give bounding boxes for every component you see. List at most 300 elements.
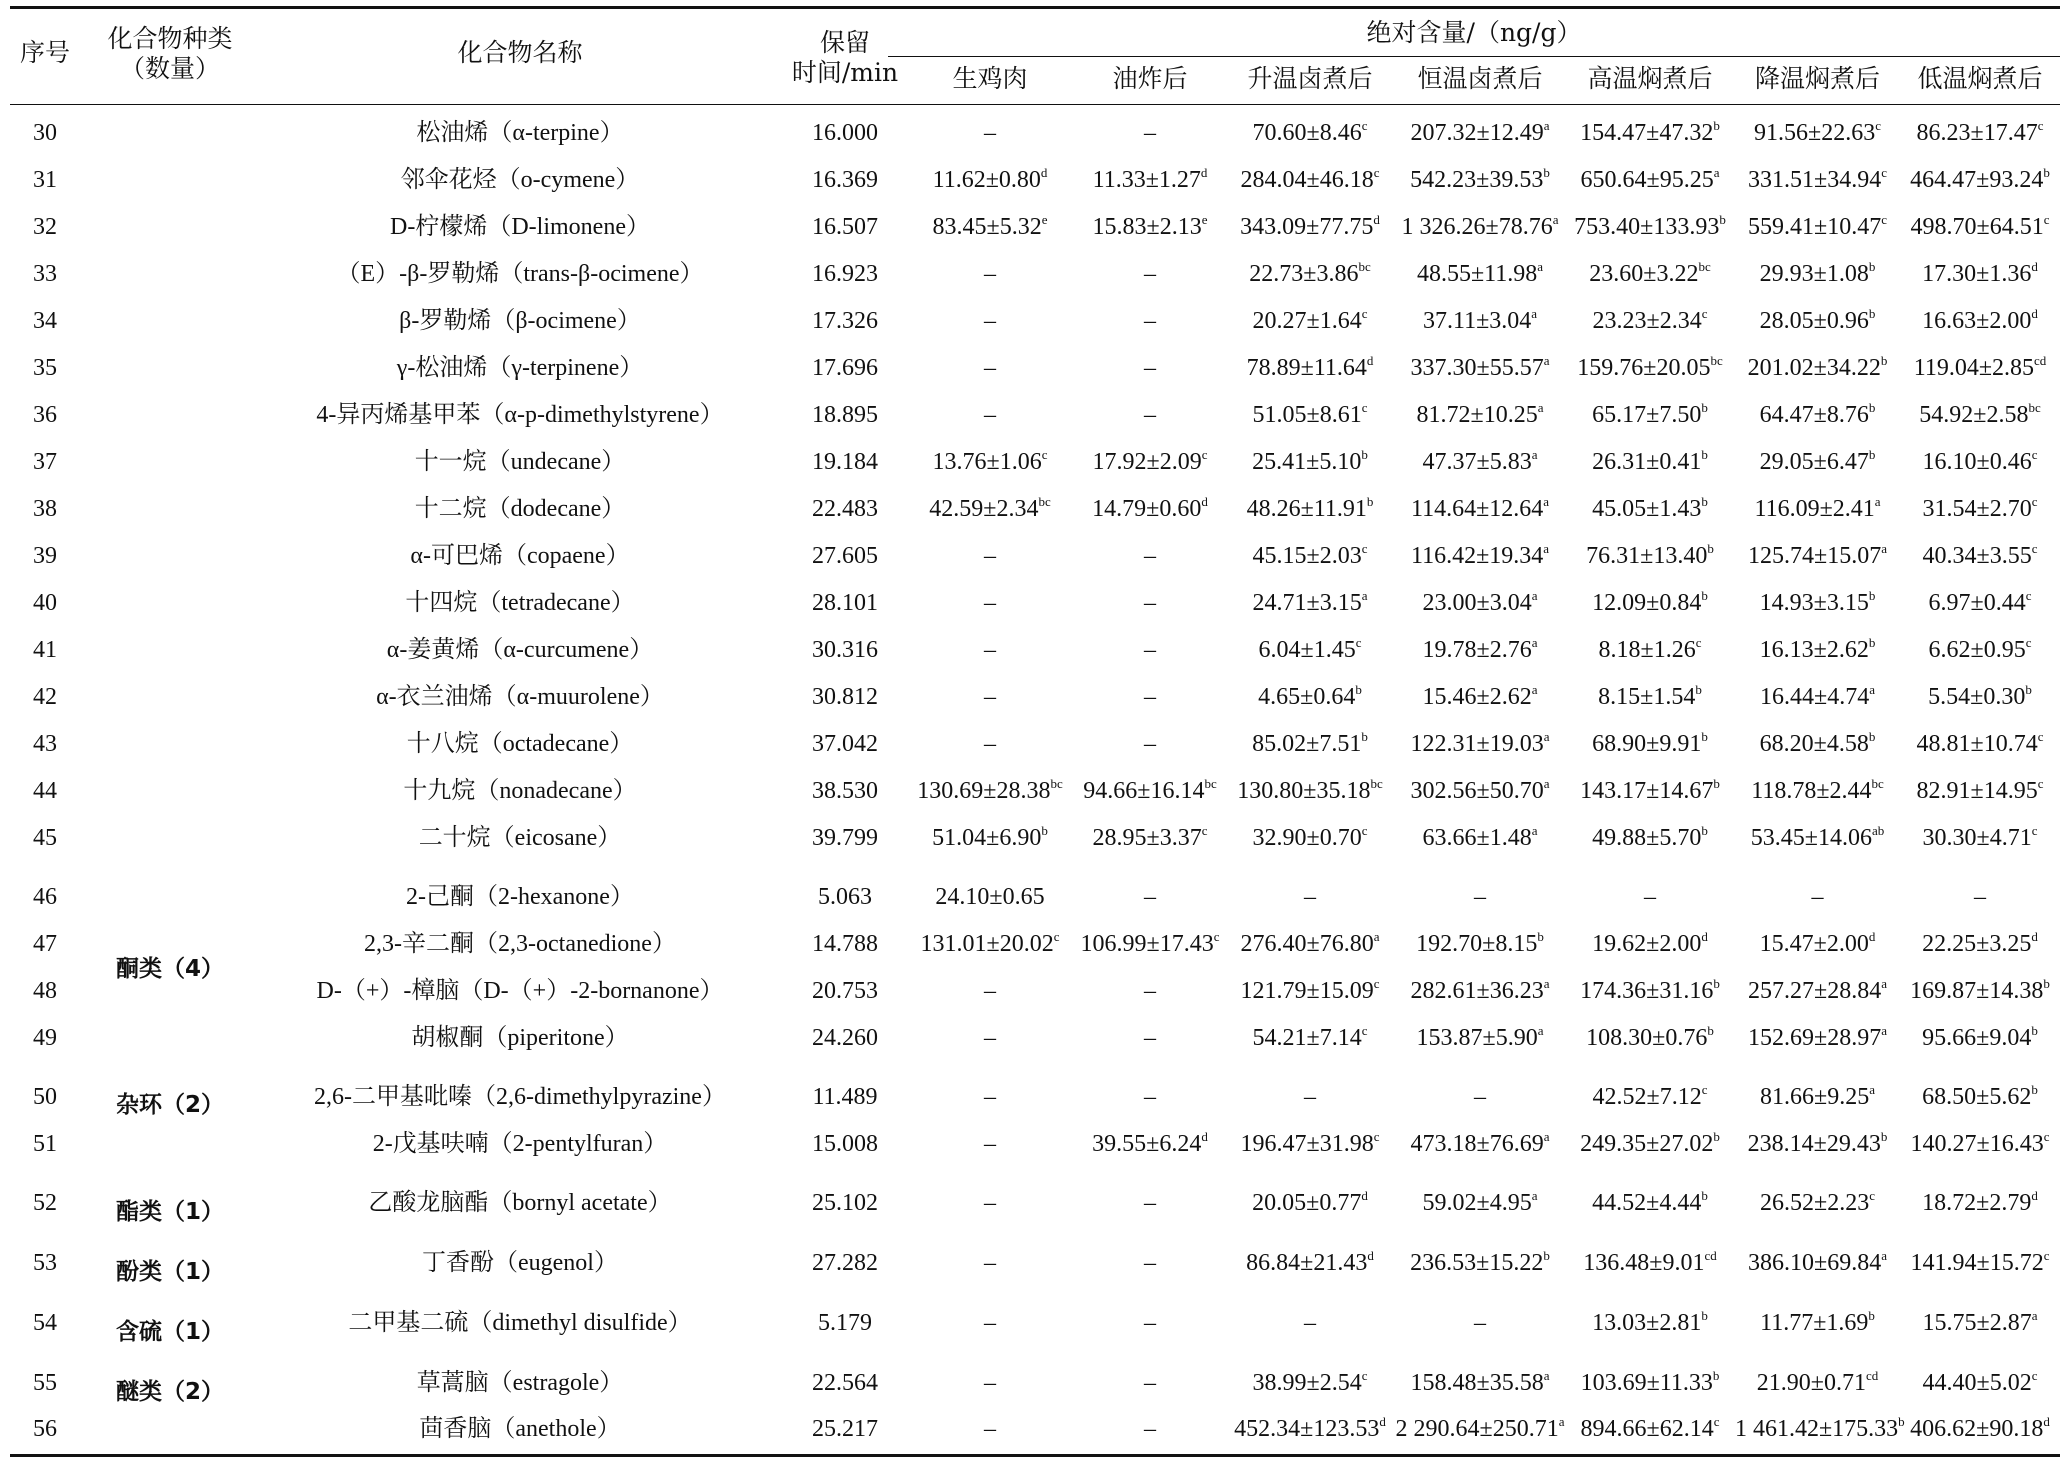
value-fried: – (1144, 402, 1156, 428)
retention-time: 17.326 (812, 308, 878, 334)
value-constant-braise: 192.70±8.15$^b$ (1416, 929, 1544, 957)
retention-time: 11.489 (812, 1084, 878, 1110)
value-cooling-stew: 11.77±1.69$^b$ (1760, 1308, 1875, 1336)
value-constant-braise: 473.18±76.69$^a$ (1410, 1129, 1550, 1157)
header-col-heating-braise: 升温卤煮后 (1247, 64, 1373, 93)
value-high-stew: 44.52±4.44$^b$ (1592, 1188, 1708, 1216)
value-constant-braise: 15.46±2.62$^a$ (1422, 682, 1538, 710)
value-fried: – (1144, 1025, 1156, 1051)
value-fried: 28.95±3.37$^c$ (1092, 823, 1208, 851)
value-fried: – (1144, 543, 1156, 569)
value-high-stew: 154.47±47.32$^b$ (1580, 118, 1720, 146)
value-raw: 13.76±1.06$^c$ (932, 447, 1048, 475)
value-cooling-stew: 26.52±2.23$^c$ (1760, 1188, 1875, 1216)
value-heating-braise: 22.73±3.86$^{bc}$ (1249, 259, 1371, 287)
retention-time: 17.696 (812, 355, 878, 381)
value-constant-braise: 1 326.26±78.76$^a$ (1401, 212, 1559, 240)
value-heating-braise: 48.26±11.91$^b$ (1246, 494, 1374, 522)
value-raw: 51.04±6.90$^b$ (932, 823, 1048, 851)
value-fried: – (1144, 1250, 1156, 1276)
value-heating-braise: 38.99±2.54$^c$ (1252, 1368, 1368, 1396)
retention-time: 28.101 (812, 590, 878, 616)
compound-name: 松油烯（α-terpine） (416, 120, 624, 146)
value-constant-braise: 2 290.64±250.71$^a$ (1395, 1414, 1565, 1442)
value-cooling-stew: 29.93±1.08$^b$ (1759, 259, 1876, 287)
retention-time: 16.923 (812, 261, 878, 287)
value-high-stew: 45.05±1.43$^b$ (1592, 494, 1708, 522)
table-row (10, 921, 2060, 968)
value-constant-braise: 302.56±50.70$^a$ (1410, 776, 1550, 804)
value-cooling-stew: 81.66±9.25$^a$ (1760, 1082, 1875, 1110)
value-raw: 130.69±28.38$^{bc}$ (917, 776, 1063, 804)
table-row (10, 674, 2060, 721)
value-constant-braise: 114.64±12.64$^a$ (1410, 494, 1550, 522)
value-heating-braise: – (1304, 884, 1316, 910)
row-number: 35 (33, 355, 57, 381)
value-raw: – (984, 308, 996, 334)
value-fried: – (1144, 731, 1156, 757)
value-heating-braise: 51.05±8.61$^c$ (1252, 400, 1368, 428)
value-cooling-stew: 91.56±22.63$^c$ (1754, 118, 1881, 146)
value-cooling-stew: 16.13±2.62$^b$ (1759, 635, 1876, 663)
table-row (10, 721, 2060, 768)
category-ethers: 醚类（2） (115, 1379, 224, 1405)
value-raw: – (984, 355, 996, 381)
value-high-stew: 174.36±31.16$^b$ (1580, 976, 1720, 1004)
compound-name: β-罗勒烯（β-ocimene） (399, 308, 641, 334)
retention-time: 18.895 (812, 402, 878, 428)
table-row (10, 874, 2060, 921)
value-heating-braise: 78.89±11.64$^d$ (1246, 353, 1374, 381)
compound-name: 草蒿脑（estragole） (416, 1370, 624, 1396)
retention-time: 27.282 (812, 1250, 878, 1276)
category-esters: 酯类（1） (115, 1199, 224, 1225)
compound-name: 2,3-辛二酮（2,3-octanedione） (364, 931, 676, 957)
row-number: 36 (33, 402, 57, 428)
value-low-stew: 6.97±0.44$^c$ (1928, 588, 2032, 616)
header-col-cooling-stew: 降温焖煮后 (1754, 64, 1880, 93)
value-high-stew: 68.90±9.91$^b$ (1592, 729, 1708, 757)
value-constant-braise: 37.11±3.04$^a$ (1422, 306, 1538, 334)
table-row (10, 392, 2060, 439)
value-high-stew: 42.52±7.12$^c$ (1592, 1082, 1708, 1110)
value-fried: – (1144, 637, 1156, 663)
compound-name: 邻伞花烃（o-cymene） (400, 167, 640, 193)
value-constant-braise: 59.02±4.95$^a$ (1422, 1188, 1538, 1216)
value-raw: – (984, 1416, 996, 1442)
compound-name: 胡椒酮（piperitone） (411, 1025, 629, 1051)
value-cooling-stew: 29.05±6.47$^b$ (1759, 447, 1876, 475)
value-fried: 11.33±1.27$^d$ (1092, 165, 1208, 193)
row-number: 52 (33, 1190, 57, 1216)
table-row (10, 1074, 2060, 1121)
value-low-stew: 17.30±1.36$^d$ (1922, 259, 2038, 287)
row-number: 45 (33, 825, 57, 851)
value-raw: 42.59±2.34$^{bc}$ (929, 494, 1051, 522)
value-cooling-stew: 559.41±10.47$^c$ (1748, 212, 1887, 240)
table-row (10, 815, 2060, 862)
value-heating-braise: 284.04±46.18$^c$ (1240, 165, 1380, 193)
value-constant-braise: 153.87±5.90$^a$ (1416, 1023, 1544, 1051)
compound-name: 十四烷（tetradecane） (405, 590, 635, 616)
compound-name: 十二烷（dodecane） (414, 496, 626, 522)
row-number: 47 (33, 931, 57, 957)
value-heating-braise: 130.80±35.18$^{bc}$ (1237, 776, 1383, 804)
retention-time: 19.184 (812, 449, 878, 475)
value-raw: – (984, 1131, 996, 1157)
category-heterocycles: 杂环（2） (115, 1092, 224, 1118)
value-cooling-stew: 118.78±2.44$^{bc}$ (1751, 776, 1884, 804)
retention-time: 22.483 (812, 496, 878, 522)
value-constant-braise: 207.32±12.49$^a$ (1410, 118, 1550, 146)
value-low-stew: 169.87±14.38$^b$ (1910, 976, 2050, 1004)
table-row (10, 627, 2060, 674)
value-low-stew: 68.50±5.62$^b$ (1922, 1082, 2038, 1110)
value-raw: – (984, 684, 996, 710)
value-heating-braise: 24.71±3.15$^a$ (1252, 588, 1368, 616)
row-number: 39 (33, 543, 57, 569)
value-raw: – (984, 1250, 996, 1276)
table-row (10, 768, 2060, 815)
value-fried: – (1144, 1310, 1156, 1336)
value-raw: – (984, 637, 996, 663)
value-high-stew: – (1644, 884, 1656, 910)
value-heating-braise: – (1304, 1084, 1316, 1110)
table-top-rule (10, 6, 2060, 9)
value-fried: 94.66±16.14$^{bc}$ (1083, 776, 1217, 804)
table-row (10, 1240, 2060, 1287)
value-heating-braise: 45.15±2.03$^c$ (1252, 541, 1368, 569)
value-heating-braise: 32.90±0.70$^c$ (1252, 823, 1368, 851)
value-high-stew: 13.03±2.81$^b$ (1592, 1308, 1708, 1336)
row-number: 50 (33, 1084, 57, 1110)
value-cooling-stew: 116.09±2.41$^a$ (1754, 494, 1881, 522)
value-low-stew: – (1974, 884, 1986, 910)
table-row (10, 439, 2060, 486)
value-heating-braise: 86.84±21.43$^d$ (1246, 1248, 1374, 1276)
value-raw: – (984, 1190, 996, 1216)
category-ketones: 酮类（4） (115, 956, 224, 982)
value-low-stew: 82.91±14.95$^c$ (1916, 776, 2044, 804)
value-high-stew: 76.31±13.40$^b$ (1586, 541, 1714, 569)
value-heating-braise: 452.34±123.53$^d$ (1234, 1414, 1386, 1442)
value-raw: – (984, 978, 996, 1004)
header-col-high-stew: 高温焖煮后 (1587, 64, 1713, 93)
value-raw: – (984, 402, 996, 428)
value-low-stew: 141.94±15.72$^c$ (1910, 1248, 2050, 1276)
value-constant-braise: 81.72±10.25$^a$ (1416, 400, 1544, 428)
retention-time: 25.217 (812, 1416, 878, 1442)
value-raw: 83.45±5.32$^e$ (932, 212, 1048, 240)
table-row (10, 533, 2060, 580)
value-low-stew: 5.54±0.30$^b$ (1928, 682, 2032, 710)
value-constant-braise: 19.78±2.76$^a$ (1422, 635, 1538, 663)
row-number: 46 (33, 884, 57, 910)
header-category-line2: （数量） (119, 54, 220, 83)
table-row (10, 157, 2060, 204)
value-cooling-stew: 386.10±69.84$^a$ (1748, 1248, 1887, 1276)
retention-time: 30.812 (812, 684, 878, 710)
compound-name: 二十烷（eicosane） (418, 825, 622, 851)
row-number: 56 (33, 1416, 57, 1442)
value-low-stew: 140.27±16.43$^c$ (1910, 1129, 2050, 1157)
retention-time: 30.316 (812, 637, 878, 663)
value-cooling-stew: 28.05±0.96$^b$ (1759, 306, 1876, 334)
compound-name: 茴香脑（anethole） (419, 1416, 621, 1442)
value-high-stew: 136.48±9.01$^{cd}$ (1583, 1248, 1717, 1276)
value-heating-braise: 343.09±77.75$^d$ (1240, 212, 1380, 240)
retention-time: 27.605 (812, 543, 878, 569)
value-heating-braise: 54.21±7.14$^c$ (1252, 1023, 1368, 1051)
table-row (10, 251, 2060, 298)
value-fried: – (1144, 978, 1156, 1004)
value-fried: – (1144, 1370, 1156, 1396)
row-number: 34 (33, 308, 57, 334)
value-high-stew: 108.30±0.76$^b$ (1586, 1023, 1714, 1051)
category-sulfur: 含硫（1） (115, 1319, 224, 1345)
table-row (10, 1121, 2060, 1168)
table-row (10, 580, 2060, 627)
row-number: 44 (33, 778, 57, 804)
value-cooling-stew: 15.47±2.00$^d$ (1759, 929, 1876, 957)
value-high-stew: 249.35±27.02$^b$ (1580, 1129, 1720, 1157)
value-low-stew: 31.54±2.70$^c$ (1922, 494, 2038, 522)
retention-time: 39.799 (812, 825, 878, 851)
value-fried: 39.55±6.24$^d$ (1092, 1129, 1208, 1157)
value-fried: – (1144, 308, 1156, 334)
value-raw: – (984, 590, 996, 616)
retention-time: 15.008 (812, 1131, 878, 1157)
value-cooling-stew: 238.14±29.43$^b$ (1747, 1129, 1888, 1157)
value-constant-braise: 282.61±36.23$^a$ (1410, 976, 1550, 1004)
value-cooling-stew: 68.20±4.58$^b$ (1759, 729, 1876, 757)
header-col-raw: 生鸡肉 (952, 64, 1028, 93)
value-cooling-stew: 16.44±4.74$^a$ (1760, 682, 1875, 710)
value-high-stew: 65.17±7.50$^b$ (1592, 400, 1708, 428)
value-heating-braise: 20.05±0.77$^d$ (1252, 1188, 1368, 1216)
row-number: 43 (33, 731, 57, 757)
value-fried: 17.92±2.09$^c$ (1092, 447, 1208, 475)
value-heating-braise: 20.27±1.64$^c$ (1252, 306, 1368, 334)
category-phenols: 酚类（1） (115, 1259, 224, 1285)
value-high-stew: 650.64±95.25$^a$ (1580, 165, 1720, 193)
compound-name: 2-己酮（2-hexanone） (406, 884, 634, 910)
value-cooling-stew: 14.93±3.15$^b$ (1759, 588, 1876, 616)
value-constant-braise: 63.66±1.48$^a$ (1422, 823, 1538, 851)
compound-name: 乙酸龙脑酯（bornyl acetate） (368, 1190, 672, 1216)
retention-time: 22.564 (812, 1370, 878, 1396)
table-row (10, 345, 2060, 392)
value-heating-braise: 121.79±15.09$^c$ (1240, 976, 1380, 1004)
row-number: 41 (33, 637, 57, 663)
retention-time: 14.788 (812, 931, 878, 957)
retention-time: 37.042 (812, 731, 878, 757)
value-cooling-stew: 21.90±0.71$^{cd}$ (1756, 1368, 1879, 1396)
value-low-stew: 498.70±64.51$^c$ (1910, 212, 2050, 240)
value-constant-braise: 337.30±55.57$^a$ (1410, 353, 1550, 381)
header-col-constant-braise: 恒温卤煮后 (1417, 64, 1543, 93)
table-row (10, 1180, 2060, 1227)
value-high-stew: 143.17±14.67$^b$ (1580, 776, 1720, 804)
retention-time: 5.063 (818, 884, 872, 910)
row-number: 37 (33, 449, 57, 475)
row-number: 49 (33, 1025, 57, 1051)
value-raw: 131.01±20.02$^c$ (920, 929, 1060, 957)
header-category-line1: 化合物种类 (107, 24, 233, 53)
row-number: 55 (33, 1370, 57, 1396)
table-row (10, 1300, 2060, 1347)
value-raw: – (984, 120, 996, 146)
value-high-stew: 23.60±3.22$^{bc}$ (1589, 259, 1711, 287)
value-constant-braise: – (1474, 884, 1486, 910)
value-low-stew: 119.04±2.85$^{cd}$ (1913, 353, 2047, 381)
retention-time: 20.753 (812, 978, 878, 1004)
value-fried: – (1144, 684, 1156, 710)
row-number: 32 (33, 214, 57, 240)
table-row (10, 298, 2060, 345)
table-row (10, 1406, 2060, 1453)
value-heating-braise: 276.40±76.80$^a$ (1240, 929, 1380, 957)
value-high-stew: 26.31±0.41$^b$ (1592, 447, 1708, 475)
value-low-stew: 95.66±9.04$^b$ (1922, 1023, 2038, 1051)
value-low-stew: 48.81±10.74$^c$ (1916, 729, 2044, 757)
compound-name: 2-戊基呋喃（2-pentylfuran） (372, 1131, 668, 1157)
row-number: 42 (33, 684, 57, 710)
header-rt-line1: 保留 (819, 28, 870, 57)
compound-name: α-姜黄烯（α-curcumene） (386, 637, 654, 663)
value-cooling-stew: 152.69±28.97$^a$ (1748, 1023, 1887, 1051)
value-constant-braise: 23.00±3.04$^a$ (1422, 588, 1538, 616)
table-row (10, 110, 2060, 157)
row-number: 48 (33, 978, 57, 1004)
value-low-stew: 15.75±2.87$^a$ (1922, 1308, 2038, 1336)
value-raw: – (984, 1084, 996, 1110)
value-raw: – (984, 731, 996, 757)
compound-name: 4-异丙烯基甲苯（α-p-dimethylstyrene） (316, 402, 724, 428)
value-cooling-stew: – (1811, 884, 1824, 910)
value-raw: – (984, 543, 996, 569)
value-raw: – (984, 1310, 996, 1336)
value-fried: 106.99±17.43$^c$ (1080, 929, 1220, 957)
value-constant-braise: 122.31±19.03$^a$ (1410, 729, 1550, 757)
value-heating-braise: 70.60±8.46$^c$ (1252, 118, 1368, 146)
value-high-stew: 19.62±2.00$^d$ (1592, 929, 1708, 957)
retention-time: 5.179 (818, 1310, 872, 1336)
compound-name: D-（+）-樟脑（D-（+）-2-bornanone） (316, 978, 724, 1004)
value-heating-braise: 85.02±7.51$^b$ (1252, 729, 1368, 757)
value-low-stew: 86.23±17.47$^c$ (1916, 118, 2044, 146)
table-row (10, 1360, 2060, 1407)
header-absolute-content: 绝对含量/（ng/g） (1366, 18, 1582, 47)
value-low-stew: 6.62±0.95$^c$ (1928, 635, 2032, 663)
value-cooling-stew: 53.45±14.06$^{ab}$ (1750, 823, 1885, 851)
value-low-stew: 406.62±90.18$^d$ (1910, 1414, 2050, 1442)
header-sub-rule (888, 56, 2060, 57)
header-col-low-stew: 低温焖煮后 (1917, 64, 2043, 93)
compound-name: 十一烷（undecane） (414, 449, 626, 475)
row-number: 54 (33, 1310, 57, 1336)
value-high-stew: 103.69±11.33$^b$ (1580, 1368, 1720, 1396)
compound-name: （E）-β-罗勒烯（trans-β-ocimene） (336, 261, 704, 287)
value-raw: 11.62±0.80$^d$ (932, 165, 1048, 193)
table-row (10, 1015, 2060, 1062)
value-fried: – (1144, 1416, 1156, 1442)
value-raw: – (984, 1370, 996, 1396)
value-constant-braise: – (1474, 1310, 1486, 1336)
header-bottom-rule (10, 104, 2060, 105)
value-fried: – (1144, 355, 1156, 381)
retention-time: 16.369 (812, 167, 878, 193)
value-low-stew: 22.25±3.25$^d$ (1922, 929, 2038, 957)
row-number: 53 (33, 1250, 57, 1276)
value-raw: 24.10±0.65 (935, 884, 1045, 910)
header-name: 化合物名称 (457, 38, 583, 67)
value-cooling-stew: 257.27±28.84$^a$ (1748, 976, 1887, 1004)
value-low-stew: 54.92±2.58$^{bc}$ (1919, 400, 2041, 428)
compound-name: α-可巴烯（copaene） (410, 543, 630, 569)
value-cooling-stew: 1 461.42±175.33$^b$ (1735, 1414, 1905, 1442)
retention-time: 24.260 (812, 1025, 878, 1051)
value-high-stew: 23.23±2.34$^c$ (1592, 306, 1708, 334)
table-row (10, 204, 2060, 251)
header-col-fried: 油炸后 (1112, 64, 1188, 93)
compound-name: 十九烷（nonadecane） (403, 778, 637, 804)
value-heating-braise: 6.04±1.45$^c$ (1258, 635, 1362, 663)
value-cooling-stew: 64.47±8.76$^b$ (1759, 400, 1876, 428)
value-heating-braise: 25.41±5.10$^b$ (1252, 447, 1368, 475)
compound-name: α-衣兰油烯（α-muurolene） (376, 684, 664, 710)
value-high-stew: 894.66±62.14$^c$ (1580, 1414, 1720, 1442)
value-low-stew: 30.30±4.71$^c$ (1922, 823, 2038, 851)
value-heating-braise: – (1304, 1310, 1316, 1336)
header-rt-line2: 时间/min (791, 58, 899, 87)
row-number: 31 (33, 167, 57, 193)
value-low-stew: 18.72±2.79$^d$ (1922, 1188, 2038, 1216)
row-number: 38 (33, 496, 57, 522)
table-row (10, 486, 2060, 533)
value-constant-braise: 542.23±39.53$^b$ (1410, 165, 1550, 193)
value-constant-braise: – (1474, 1084, 1486, 1110)
value-constant-braise: 116.42±19.34$^a$ (1410, 541, 1550, 569)
value-fried: 15.83±2.13$^e$ (1092, 212, 1208, 240)
value-cooling-stew: 201.02±34.22$^b$ (1747, 353, 1888, 381)
retention-time: 16.507 (812, 214, 878, 240)
value-high-stew: 8.15±1.54$^b$ (1598, 682, 1702, 710)
value-fried: – (1144, 884, 1156, 910)
value-low-stew: 16.10±0.46$^c$ (1922, 447, 2038, 475)
compound-name: 2,6-二甲基吡嗪（2,6-dimethylpyrazine） (314, 1084, 726, 1110)
row-number: 40 (33, 590, 57, 616)
value-heating-braise: 4.65±0.64$^b$ (1258, 682, 1362, 710)
value-high-stew: 753.40±133.93$^b$ (1574, 212, 1726, 240)
value-low-stew: 40.34±3.55$^c$ (1922, 541, 2038, 569)
compound-name: D-柠檬烯（D-limonene） (390, 214, 650, 240)
retention-time: 38.530 (812, 778, 878, 804)
value-cooling-stew: 331.51±34.94$^c$ (1748, 165, 1887, 193)
value-high-stew: 49.88±5.70$^b$ (1592, 823, 1708, 851)
compound-name: γ-松油烯（γ-terpinene） (396, 355, 644, 381)
value-heating-braise: 196.47±31.98$^c$ (1240, 1129, 1380, 1157)
value-fried: – (1144, 261, 1156, 287)
compound-name: 丁香酚（eugenol） (422, 1250, 618, 1276)
value-fried: 14.79±0.60$^d$ (1092, 494, 1208, 522)
value-cooling-stew: 125.74±15.07$^a$ (1748, 541, 1887, 569)
value-high-stew: 8.18±1.26$^c$ (1598, 635, 1702, 663)
value-raw: – (984, 1025, 996, 1051)
value-constant-braise: 236.53±15.22$^b$ (1410, 1248, 1550, 1276)
value-low-stew: 16.63±2.00$^d$ (1922, 306, 2038, 334)
retention-time: 25.102 (812, 1190, 878, 1216)
